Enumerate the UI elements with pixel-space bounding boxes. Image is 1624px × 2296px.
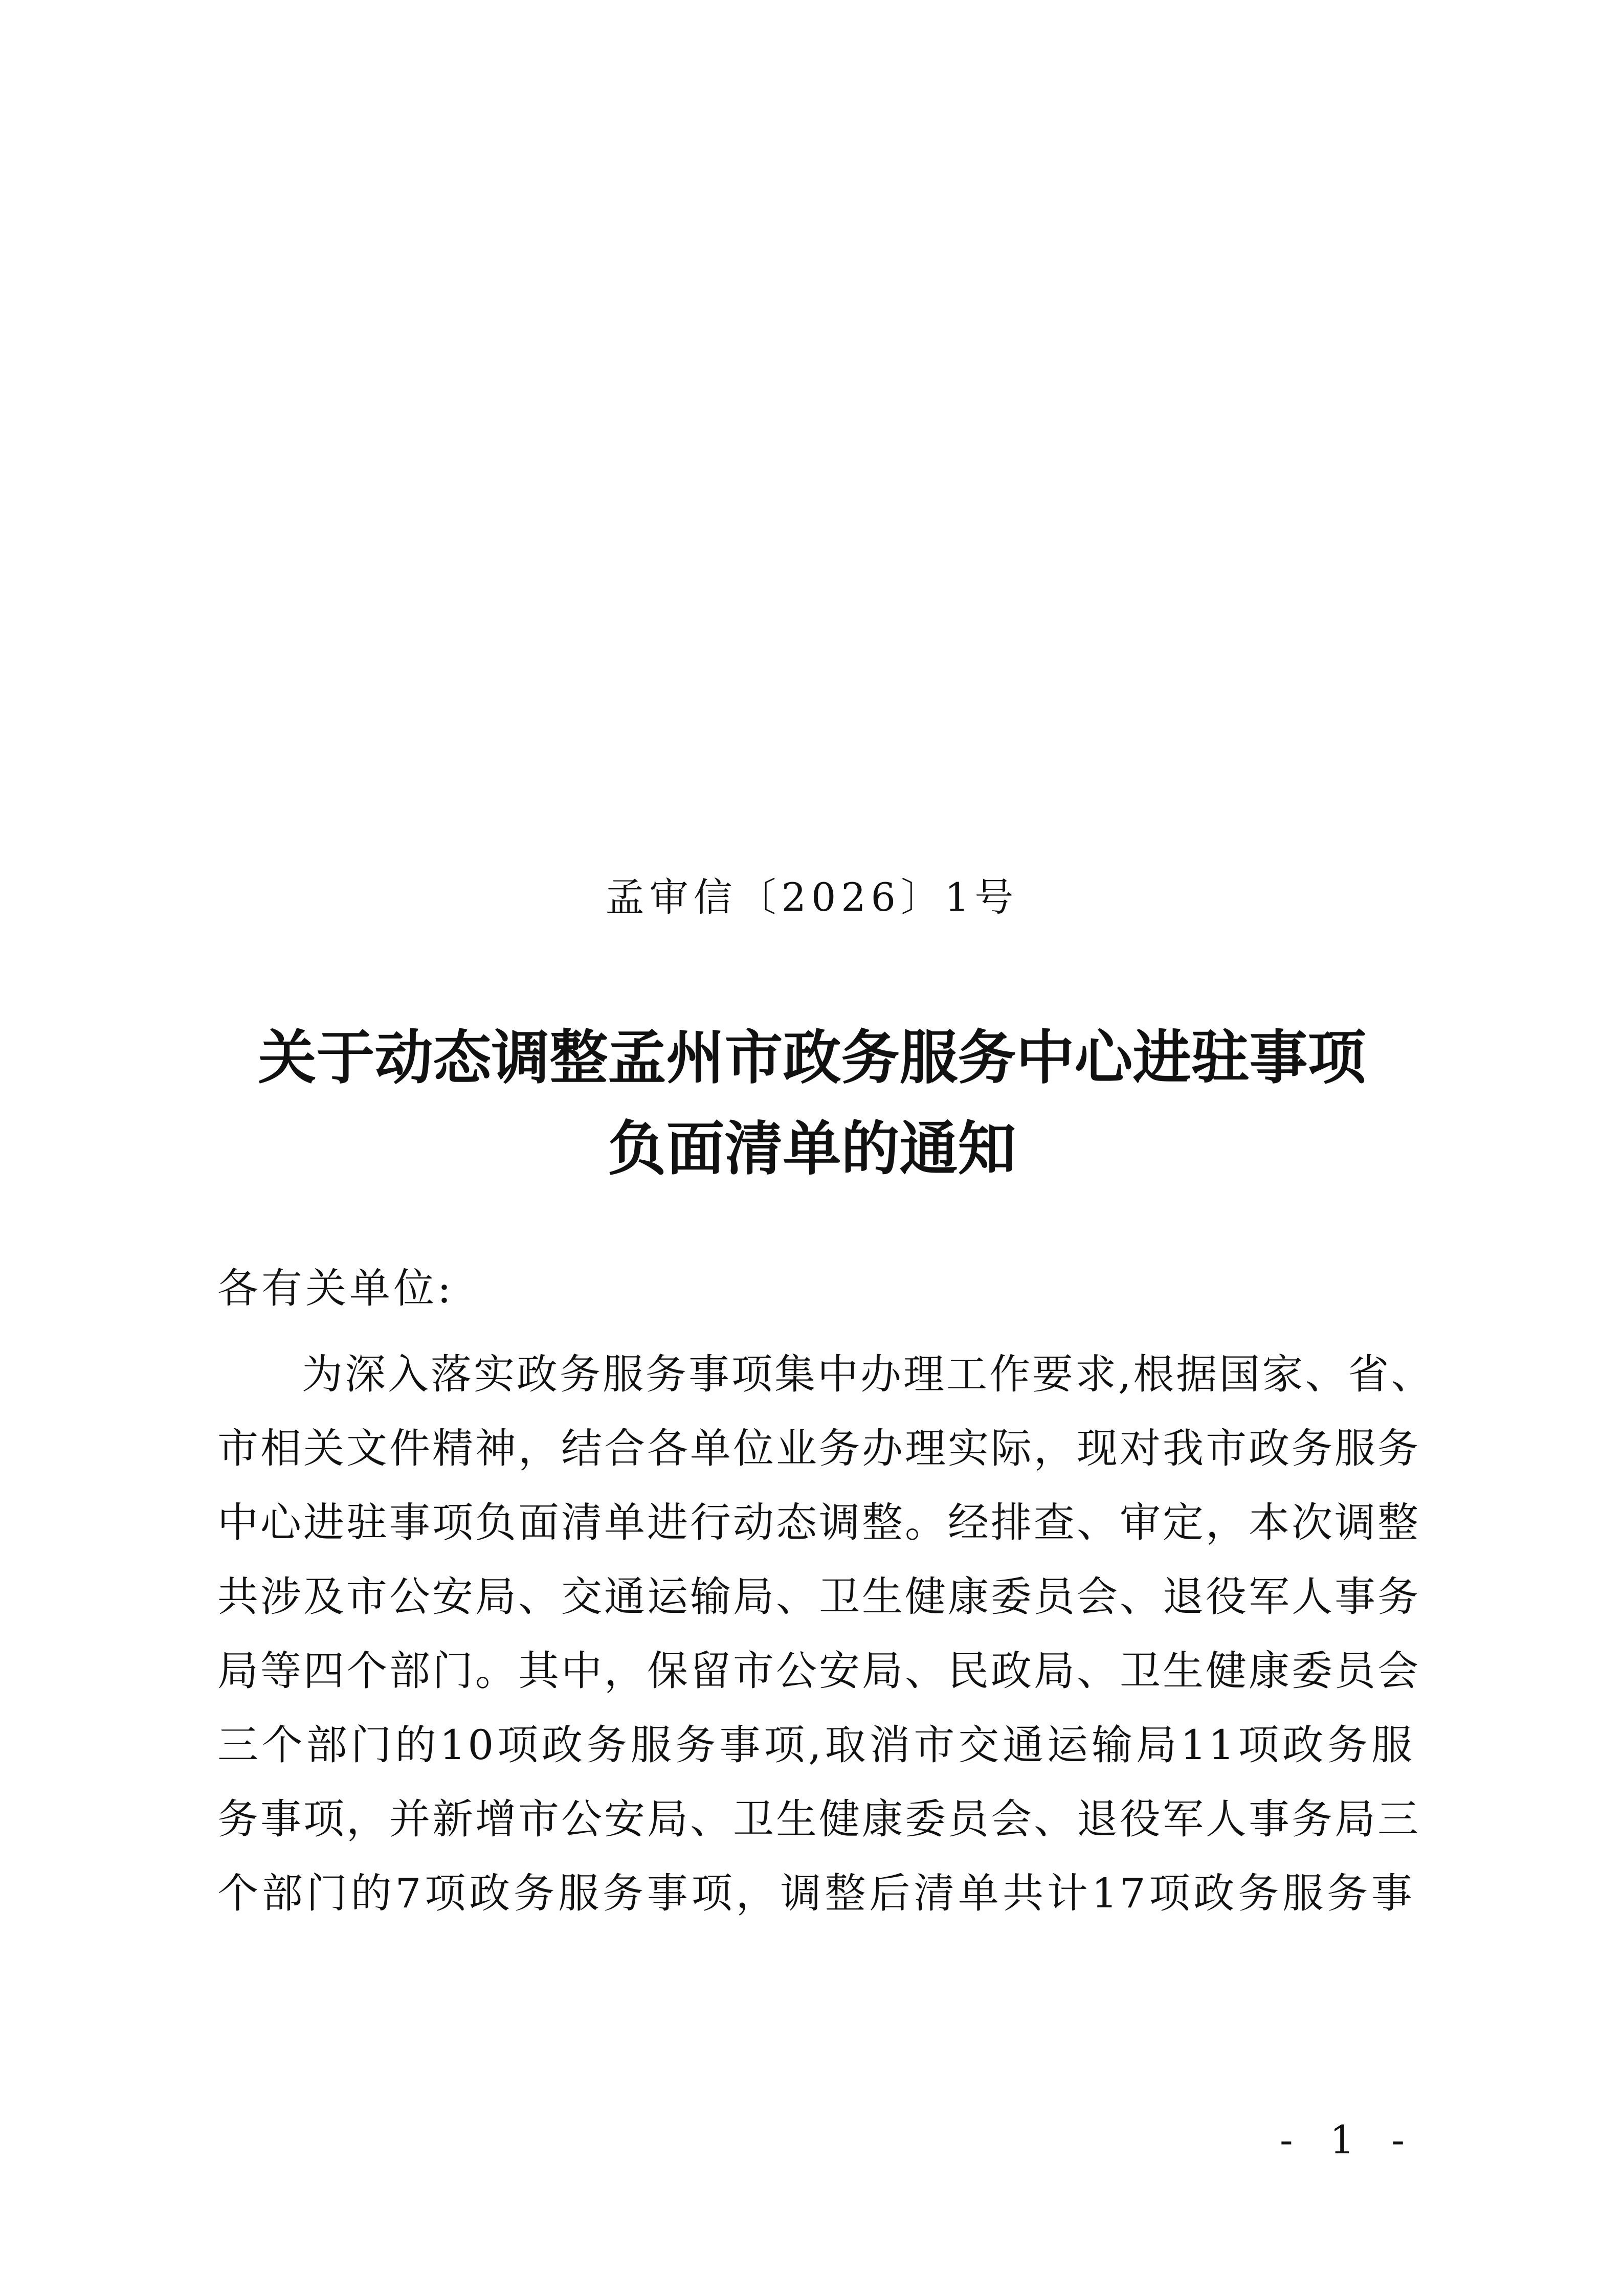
body-line: 务事项，并新增市公安局、卫生健康委员会、退役军人事务局三 (217, 1795, 1420, 1843)
body-line: 局等四个部门。其中，保留市公安局、民政局、卫生健康委员会 (217, 1647, 1420, 1695)
document-title (153, 1012, 1471, 1195)
body-line: 个部门的7项政务服务事项，调整后清单共计17项政务服务事 (217, 1870, 1414, 1917)
body-line: 市相关文件精神，结合各单位业务办理实际，现对我市政务服务 (217, 1425, 1420, 1472)
title-line-2: 负面清单的通知 (608, 1115, 1016, 1183)
body-line: 三个部门的10项政务服务事项,取消市交通运输局11项政务服 (217, 1721, 1414, 1769)
body-line: 为深入落实政务服务事项集中办理工作要求,根据国家、省、 (302, 1350, 1434, 1398)
document-number: 孟审信〔2026〕1号 (605, 874, 1019, 920)
page-number: - 1 - (1279, 2117, 1417, 2163)
title-line-1: 关于动态调整孟州市政务服务中心进驻事项 (258, 1024, 1366, 1092)
body-line: 中心进驻事项负面清单进行动态调整。经排查、审定，本次调整 (217, 1499, 1420, 1546)
body-line: 共涉及市公安局、交通运输局、卫生健康委员会、退役军人事务 (217, 1573, 1420, 1620)
salutation: 各有关单位: (217, 1265, 454, 1312)
body-paragraph (217, 1337, 1434, 1930)
